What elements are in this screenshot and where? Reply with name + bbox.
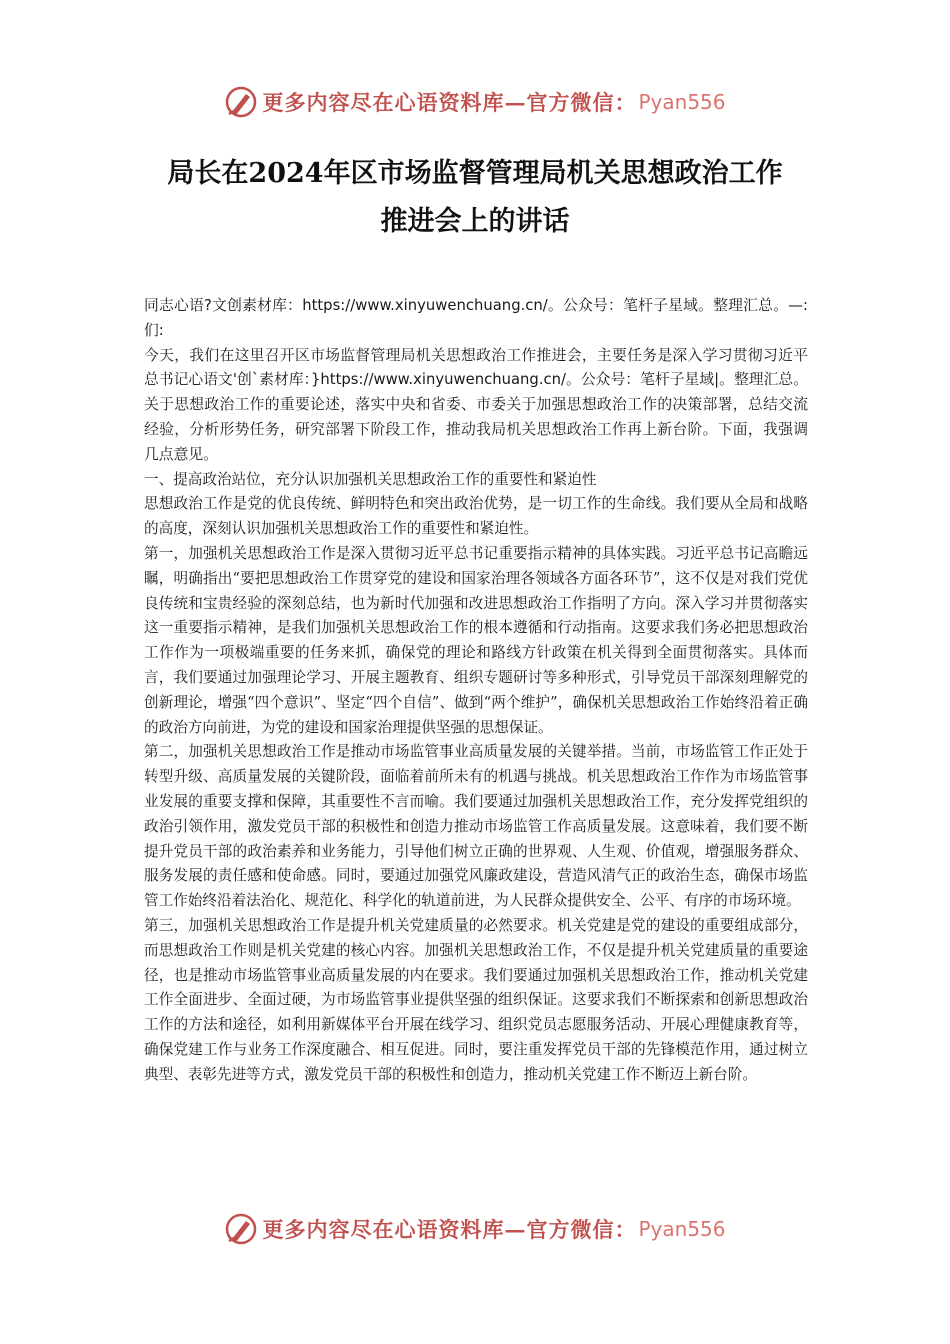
pen-nib-logo-icon — [224, 1212, 258, 1246]
banner-text: 更多内容尽在心语资料库—官方微信： — [262, 90, 637, 115]
paragraph-opening: 今天，我们在这里召开区市场监督管理局机关思想政治工作推进会，主要任务是深入学习贯彻习近平总书记心语文'创`素材库：}https://www.xinyuwenchuang.cn/。公众号：笔杆子星域|。整理汇总。关于思想政治工作的重要论述，落实中央和省委、市委关于加强思想政治工作的决策部署，总结交流经验，分析形势任务，研究部署下阶段工作，推动我局机关思想政治工作再上新台阶。下面，我强调几点意见。 — [144, 346, 808, 463]
banner-wechat-id: Pyan556 — [638, 1217, 726, 1241]
section-heading-1: 一、提高政治站位，充分认识加强机关思想政治工作的重要性和紧迫性 — [144, 470, 597, 488]
paragraph-first-point: 第一，加强机关思想政治工作是深入贯彻习近平总书记重要指示精神的具体实践。习近平总书记高瞻远瞩，明确指出“要把思想政治工作贯穿党的建设和国家治理各领域各方面各环节”，这不仅是对我们党优良传统和宝贵经验的深刻总结，也为新时代加强和改进思想政治工作指明了方向。深入学习并贯彻落实这一重要指示精神，是我们加强机关思想政治工作的根本遵循和行动指南。这要求我们务必把思想政治工作作为一项极端重要的任务来抓，确保党的理论和路线方针政策在机关得到全面贯彻落实。具体而言，我们要通过加强理论学习、开展主题教育、组织专题研讨等多种形式，引导党员干部深刻理解党的创新理论，增强“四个意识”、坚定“四个自信”、做到“两个维护”，确保机关思想政治工作始终沿着正确的政治方向前进，为党的建设和国家治理提供坚强的思想保证。 — [144, 544, 808, 736]
document-title — [100, 150, 850, 246]
paragraph-intro-note: 同志心语?文创素材库：https://www.xinyuwenchuang.cn/。公众号：笔杆子星域。整理汇总。—:们: — [144, 297, 808, 339]
paragraph: 思想政治工作是党的优良传统、鲜明特色和突出政治优势，是一切工作的生命线。我们要从全局和战略的高度，深刻认识加强机关思想政治工作的重要性和紧迫性。 — [144, 495, 808, 538]
banner-text: 更多内容尽在心语资料库—官方微信： — [262, 1217, 637, 1242]
paragraph-second-point: 第二，加强机关思想政治工作是推动市场监管事业高质量发展的关键举措。当前，市场监管工作正处于转型升级、高质量发展的关键阶段，面临着前所未有的机遇与挑战。机关思想政治工作作为市场监管事业发展的重要支撑和保障，其重要性不言而喻。我们要通过加强机关思想政治工作，充分发挥党组织的政治引领作用，激发党员干部的积极性和创造力推动市场监管工作高质量发展。这意味着，我们要不断提升党员干部的政治素养和业务能力，引导他们树立正确的世界观、人生观、价值观，增强服务群众、服务发展的责任感和使命感。同时，要通过加强党风廉政建设，营造风清气正的政治生态，确保市场监管工作始终沿着法治化、规范化、科学化的轨道前进，为人民群众提供安全、公平、有序的市场环境。 — [144, 743, 808, 910]
header-banner — [0, 82, 950, 122]
title-line-2: 推进会上的讲话 — [380, 206, 570, 237]
paragraph-third-point: 第三，加强机关思想政治工作是提升机关党建质量的必然要求。机关党建是党的建设的重要组成部分，而思想政治工作则是机关党建的核心内容。加强机关思想政治工作，不仅是提升机关党建质量的重要途径，也是推动市场监管事业高质量发展的内在要求。我们要通过加强机关思想政治工作，推动机关党建工作全面进步、全面过硬，为市场监管事业提供坚强的组织保证。这要求我们不断探索和创新思想政治工作的方法和途径，如利用新媒体平台开展在线学习、组织党员志愿服务活动、开展心理健康教育等，确保党建工作与业务工作深度融合、相互促进。同时，要注重发挥党员干部的先锋模范作用，通过树立典型、表彰先进等方式，激发党员干部的积极性和创造力，推动机关党建工作不断迈上新台阶。 — [144, 916, 808, 1083]
title-line-1: 局长在2024年区市场监督管理局机关思想政治工作 — [167, 158, 783, 189]
pen-nib-logo-icon — [224, 85, 258, 119]
document-body — [144, 294, 808, 1088]
banner-wechat-id: Pyan556 — [638, 90, 726, 114]
footer-banner — [0, 1209, 950, 1249]
